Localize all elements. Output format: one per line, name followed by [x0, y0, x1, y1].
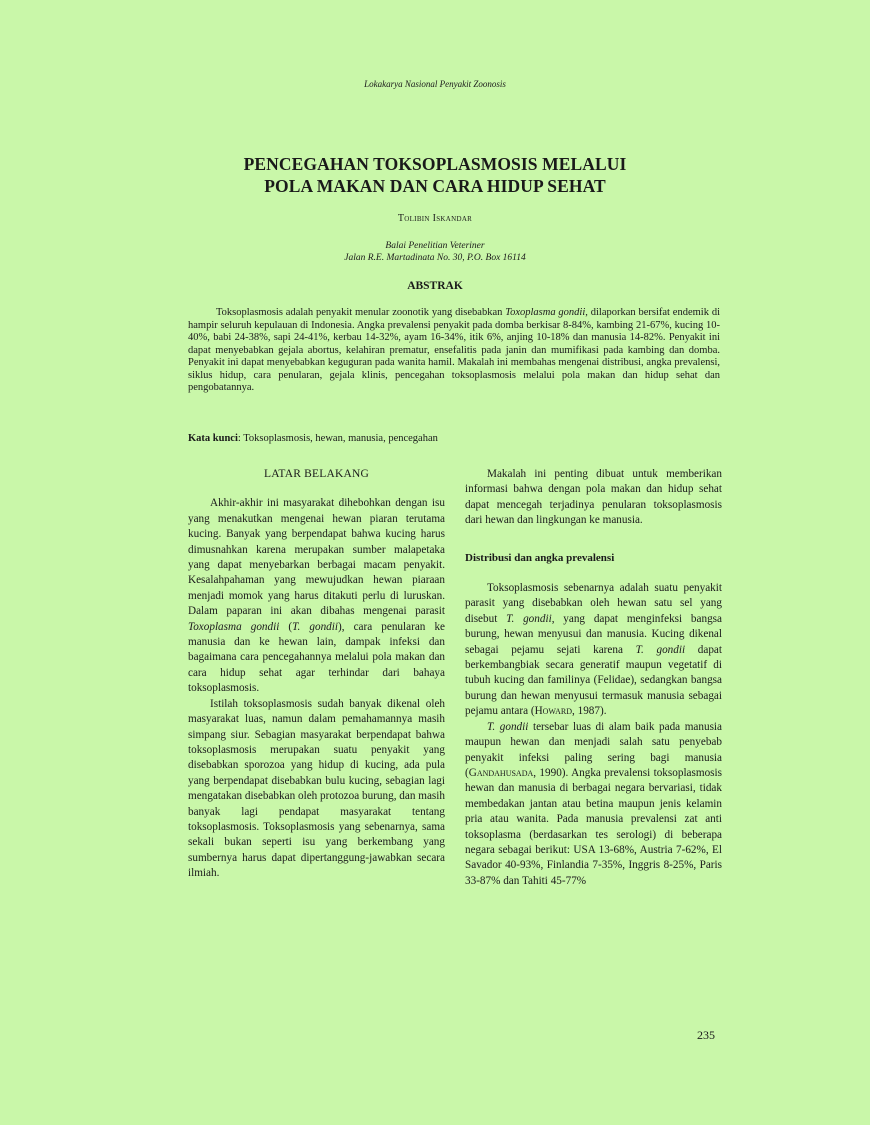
- paragraph-4-start: Toksoplasmosis sebenarnya adalah suatu penyakit parasit yang disebabkan oleh hewan satu sel yang disebut: [465, 582, 722, 625]
- paragraph-4-citation: Howard: [534, 705, 572, 718]
- affiliation-line-1: Balai Penelitian Veteriner: [385, 241, 485, 251]
- section-heading-background: LATAR BELAKANG: [263, 468, 370, 480]
- paragraph-4-species-1: T. gondii: [506, 612, 552, 625]
- affiliation-line-2: Jalan R.E. Martadinata No. 30, P.O. Box 16114: [344, 253, 526, 263]
- paragraph-1-end: ), cara penularan ke manusia dan ke hewan lain, dampak infeksi dan bagaimana cara pencegahannya melalui pola makan dan cara hidup sehat agar terhindar dari bahaya toksoplasmosis.: [188, 620, 446, 695]
- paragraph-5-start: tersebar luas di alam baik pada manusia maupun hewan dan menjadi salah satu penyebab penyakit infeksi paling sering bagi manusia (: [465, 720, 723, 779]
- paragraph-4-after: dapat berkembangbiak secara generatif maupun vegetatif di tubuh kucing dan familinya (Felidae), sedangkan bangsa burung dan hewan menyusui termasuk manusia sebagai pejamu antara (: [465, 643, 723, 718]
- paragraph-5: [465, 720, 722, 889]
- paragraph-5-end: , 1990). Angka prevalensi toksoplasmosis hewan dan manusia di berbagai negara bervariasi, tidak membedakan jantan atau betina maupun jenis kelamin pria atau wanita. Pada manusia prevalensi zat anti toksoplasma (berdasarkan tes serologi) di beberapa negara sebagai berikut: USA 13-68%, Austria 7-62%, El Savador 40-93%, Finlandia 7-35%, Inggris 8-25%, Paris 33-87% dan Tahiti 45-77%: [465, 766, 722, 887]
- paragraph-5-species: T. gondii: [487, 720, 529, 733]
- right-column: [465, 467, 722, 889]
- section-heading-distribution: Distribusi dan angka prevalensi: [465, 551, 615, 564]
- paper-title: [0, 153, 870, 197]
- abstract-text: [188, 307, 720, 395]
- keywords-text: : Toksoplasmosis, hewan, manusia, pencegahan: [237, 433, 438, 444]
- title-line-1: PENCEGAHAN TOKSOPLASMOSIS MELALUI: [243, 154, 627, 174]
- paragraph-4: [465, 581, 722, 720]
- paragraph-2: Istilah toksoplasmosis sudah banyak dikenal oleh masyarakat luas, namun dalam pemahamannya masih simpang siur. Sebagian masyarakat berpendapat bahwa toksoplasmosis merupakan suatu penyakit yang disebabkan sporozoa yang hidup di kucing, ada pula yang berpendapat disebabkan bulu kucing, sebagian lagi mengatakan disebabkan oleh protozoa burung, dan masih banyak lagi pendapat masyarakat tentang toksoplasmosis. Toksoplasmosis yang sebenarnya, sama sekali bukan seperti isu yang berkembang yang sumbernya harus dapat dipertanggung-jawabkan secara ilmiah.: [188, 697, 445, 880]
- paragraph-4-species-2: T. gondii: [635, 643, 686, 656]
- left-column: [188, 467, 445, 882]
- paragraph-5-citation: Gandahusada: [468, 766, 534, 779]
- keywords: [188, 432, 720, 445]
- author-name: Tolibin Iskandar: [397, 213, 473, 224]
- abstract-text-start: Toksoplasmosis adalah penyakit menular zoonotik yang disebabkan: [216, 307, 506, 318]
- page-number: 235: [697, 1028, 715, 1042]
- abstract-text-end: , dilaporkan bersifat endemik di hampir seluruh kepulauan di Indonesia. Angka prevalensi penyakit pada domba berkisar 8-84%, kambing 21-67%, kucing 10-40%, babi 24-38%, sapi 24-41%, kerbau 14-32%, ayam 16-34%, itik 6%, anjing 10-18% dan manusia 14-82%. Penyakit ini dapat menyebabkan gejala abortus, kelahiran prematur, ensefalitis pada janin dan mumifikasi pada kambing dan domba. Penyakit ini dapat menyebabkan keguguran pada wanita hamil. Makalah ini membahas mengenai distribusi, angka prevalensi, siklus hidup, cara penularan, gejala klinis, pencegahan toksoplasmosis melalui pola makan dan hidup sehat dan pengobatannya.: [188, 307, 720, 393]
- paragraph-4-end: , 1987).: [572, 705, 607, 718]
- paragraph-1-paren: (: [279, 620, 293, 633]
- paragraph-1-start: Akhir-akhir ini masyarakat dihebohkan dengan isu yang menakutkan mengenai hewan piaran terutama kucing. Banyak yang berpendapat bahwa kucing harus dimusnahkan karena merupakan sumber malapetaka yang dapat menyebarkan berbagai macam penyakit. Kesalahpahaman yang mewujudkan hewan piaraan menjadi momok yang harus ditakuti perlu di luruskan. Dalam paparan ini akan dibahas mengenai parasit: [188, 497, 445, 618]
- paragraph-3: Makalah ini penting dibuat untuk memberikan informasi bahwa dengan pola makan dan hidup sehat dapat mencegah terjadinya penularan toksoplasmosis dari hewan dan lingkungan ke manusia.: [465, 468, 722, 527]
- affiliation: [0, 240, 870, 264]
- abstract-heading: ABSTRAK: [407, 280, 463, 292]
- keywords-label: Kata kunci: [188, 433, 238, 444]
- running-header: Lokakarya Nasional Penyakit Zoonosis: [364, 79, 506, 89]
- paragraph-1: [188, 496, 445, 696]
- abstract-species-name: Toxoplasma gondii: [505, 307, 586, 318]
- paragraph-1-species: Toxoplasma gondii: [188, 620, 280, 633]
- title-line-2: POLA MAKAN DAN CARA HIDUP SEHAT: [264, 176, 606, 196]
- paragraph-4-middle: , yang dapat menginfeksi bangsa burung, hewan menyusui dan manusia. Kucing dikenal sebagai pejamu sejati karena: [465, 612, 722, 656]
- paragraph-1-species-abbrev: T. gondii: [292, 620, 338, 633]
